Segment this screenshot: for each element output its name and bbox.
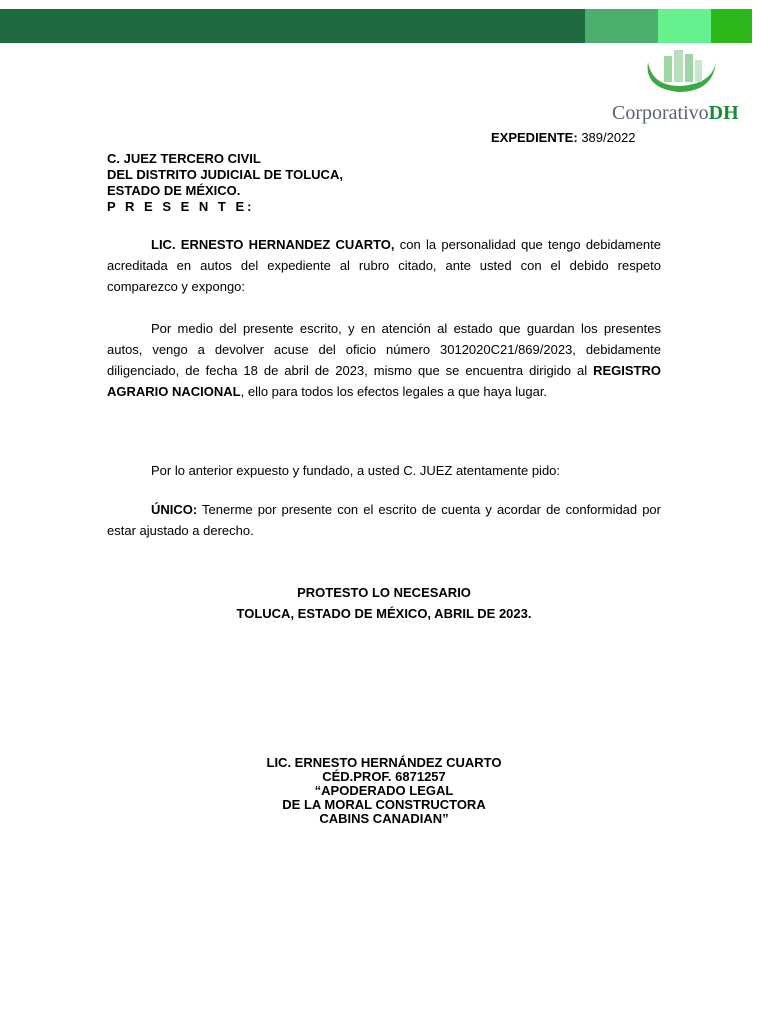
paragraph-peticion (107, 460, 661, 481)
addressee-line-3: ESTADO DE MÉXICO. (107, 183, 241, 198)
logo-text (612, 102, 739, 125)
signature-block (107, 756, 661, 826)
header-band-segment-3 (711, 9, 752, 43)
logo-text-main: Corporativo (612, 102, 709, 124)
paragraph-4-bold: ÚNICO: (151, 502, 198, 517)
signature-cedula: CÉD.PROF. 6871257 (322, 769, 446, 784)
expediente-line (491, 130, 636, 145)
paragraph-2-text-after: , ello para todos los efectos legales a que haya lugar. (240, 384, 548, 399)
paragraph-2-bold: REGISTRO AGRARIO NACIONAL (107, 363, 661, 399)
closing-line-2: TOLUCA, ESTADO DE MÉXICO, ABRIL DE 2023. (236, 606, 532, 621)
paragraph-unico (107, 499, 661, 541)
paragraph-3-text: Por lo anterior expuesto y fundado, a usted C. JUEZ atentamente pido: (151, 463, 561, 478)
signature-name: LIC. ERNESTO HERNÁNDEZ CUARTO (266, 755, 502, 770)
addressee-block (107, 151, 343, 215)
expediente-label: EXPEDIENTE: (491, 130, 578, 145)
logo-text-accent: DH (708, 102, 739, 124)
addressee-presente: P R E S E N T E: (107, 199, 255, 214)
signature-title-3: CABINS CANADIAN” (319, 811, 449, 826)
closing-block (107, 582, 661, 624)
header-band-main (0, 9, 585, 43)
paragraph-1-name: LIC. ERNESTO HERNANDEZ CUARTO, (151, 237, 395, 252)
paragraph-devolucion (107, 318, 661, 402)
signature-title-2: DE LA MORAL CONSTRUCTORA (282, 797, 486, 812)
closing-line-1: PROTESTO LO NECESARIO (297, 585, 471, 600)
header-band (0, 9, 768, 43)
header-band-segment-2 (658, 9, 711, 43)
paragraph-2-text-before: Por medio del presente escrito, y en atención al estado que guardan los presentes autos, vengo a devolver acuse del oficio número 3012020C21/869/2023, debidamente diligenciado, de fecha 18 de abril de 2023, mismo que se encuentra dirigido al (107, 321, 661, 378)
paragraph-personalidad (107, 234, 661, 297)
addressee-line-1: C. JUEZ TERCERO CIVIL (107, 151, 261, 166)
paragraph-1-text: con la personalidad que tengo debidamente acreditada en autos del expediente al rubro citado, ante usted con el debido respeto comparezco y expongo: (107, 237, 661, 294)
addressee-line-2: DEL DISTRITO JUDICIAL DE TOLUCA, (107, 167, 343, 182)
signature-title-1: “APODERADO LEGAL (314, 783, 454, 798)
header-band-segment-1 (585, 9, 658, 43)
paragraph-4-text: Tenerme por presente con el escrito de cuenta y acordar de conformidad por estar ajustado a derecho. (107, 502, 661, 538)
expediente-value: 389/2022 (581, 130, 636, 145)
